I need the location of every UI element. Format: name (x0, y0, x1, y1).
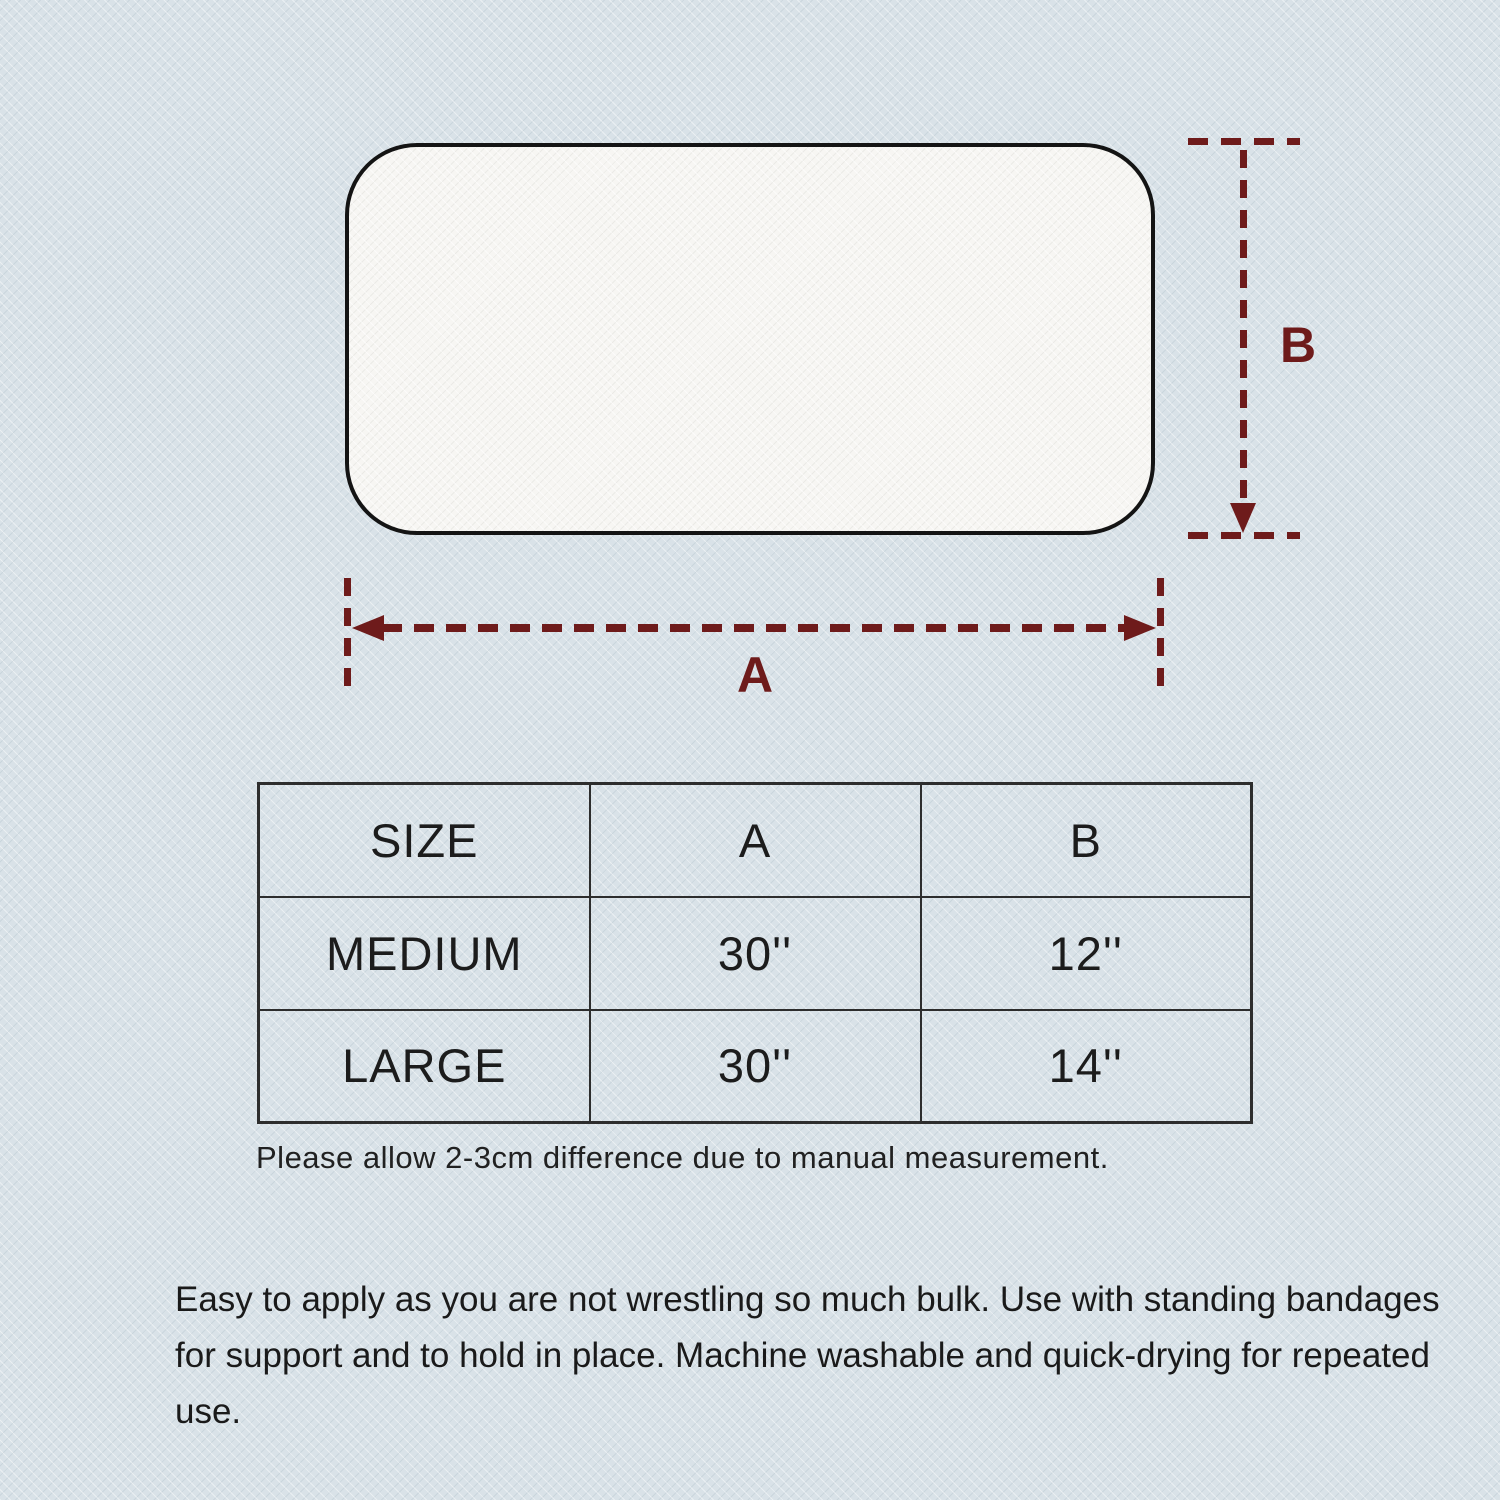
table-row-medium (259, 897, 1252, 1010)
table-header-a: A (590, 784, 921, 897)
size-table (257, 782, 1253, 1124)
extension-line-a-left (344, 578, 351, 690)
product-pad-outline (345, 143, 1155, 535)
arrowhead-down-icon (1230, 503, 1256, 533)
table-cell-a: 30'' (590, 897, 921, 1010)
table-row-large (259, 1010, 1252, 1123)
width-dimension-label: A (736, 647, 774, 703)
table-cell-size: MEDIUM (259, 897, 590, 1010)
extension-line-a-right (1157, 578, 1164, 690)
table-cell-b: 14'' (921, 1010, 1252, 1123)
extension-line-b-top (1188, 138, 1300, 145)
product-description: Easy to apply as you are not wrestling so much bulk. Use with standing bandages for support and to hold in place. Machine washable and quick-drying for repeated use. (175, 1280, 1440, 1431)
measurement-note: Please allow 2-3cm difference due to manual measurement. (256, 1140, 1109, 1175)
table-cell-size: LARGE (259, 1010, 590, 1123)
height-dimension-line (1240, 150, 1247, 506)
arrowhead-left-icon (352, 615, 384, 641)
table-header-size: SIZE (259, 784, 590, 897)
table-cell-b: 12'' (921, 897, 1252, 1010)
size-table-header-row (259, 784, 1252, 897)
height-dimension-label: B (1280, 317, 1317, 373)
extension-line-b-bottom (1188, 532, 1300, 539)
width-dimension-line (382, 624, 1124, 632)
arrowhead-right-icon (1124, 615, 1156, 641)
table-cell-a: 30'' (590, 1010, 921, 1123)
table-header-b: B (921, 784, 1252, 897)
